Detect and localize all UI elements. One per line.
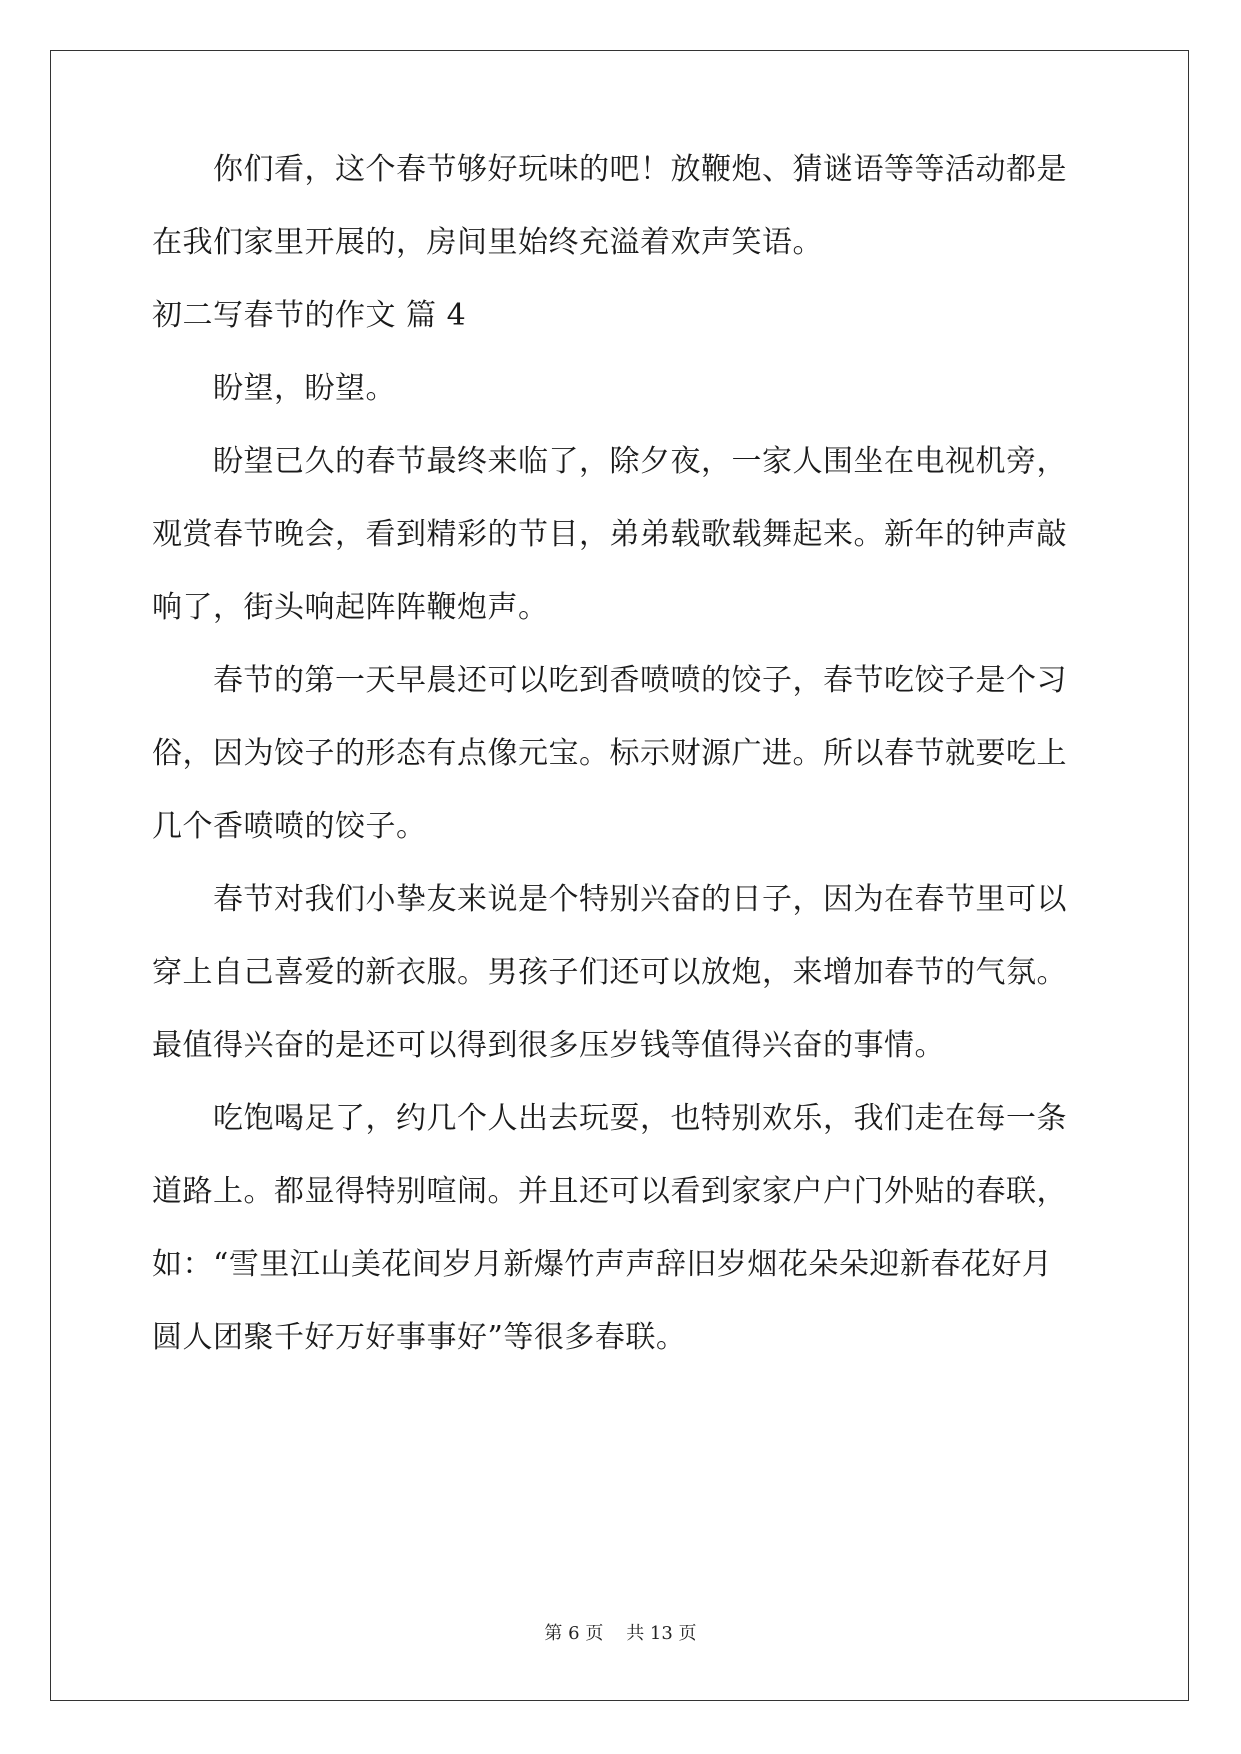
- text-line: 盼望，盼望。: [152, 371, 396, 406]
- page-indicator: 第 6 页 共 13 页: [544, 1623, 697, 1644]
- text-line: 道路上。都显得特别喧闹。并且还可以看到家家户户门外贴的春联，: [152, 1174, 1067, 1209]
- text-line: 春节的第一天早晨还可以吃到香喷喷的饺子，春节吃饺子是个习: [152, 663, 1067, 698]
- text-line: 最值得兴奋的是还可以得到很多压岁钱等值得兴奋的事情。: [152, 1028, 945, 1063]
- text-line: 响了，街头响起阵阵鞭炮声。: [152, 590, 549, 625]
- section-heading: 初二写春节的作文 篇 4: [152, 298, 467, 333]
- text-line: 俗，因为饺子的形态有点像元宝。标示财源广进。所以春节就要吃上: [152, 736, 1067, 771]
- text-line: 几个香喷喷的饺子。: [152, 809, 427, 844]
- text-line: 如：“雪里江山美花间岁月新爆竹声声辞旧岁烟花朵朵迎新春花好月: [152, 1247, 1053, 1282]
- text-line: 圆人团聚千好万好事事好”等很多春联。: [152, 1320, 687, 1355]
- text-line: 盼望已久的春节最终来临了，除夕夜，一家人围坐在电视机旁，: [152, 444, 1067, 479]
- text-line: 在我们家里开展的，房间里始终充溢着欢声笑语。: [152, 225, 823, 260]
- text-line: 吃饱喝足了，约几个人出去玩耍，也特别欢乐，我们走在每一条: [152, 1101, 1067, 1136]
- text-line: 穿上自己喜爱的新衣服。男孩子们还可以放炮，来增加春节的气氛。: [152, 955, 1067, 990]
- text-line: 观赏春节晚会，看到精彩的节目，弟弟载歌载舞起来。新年的钟声敲: [152, 517, 1067, 552]
- text-line: 春节对我们小挚友来说是个特别兴奋的日子，因为在春节里可以: [152, 882, 1067, 917]
- text-line: 你们看，这个春节够好玩味的吧！放鞭炮、猜谜语等等活动都是: [152, 152, 1067, 187]
